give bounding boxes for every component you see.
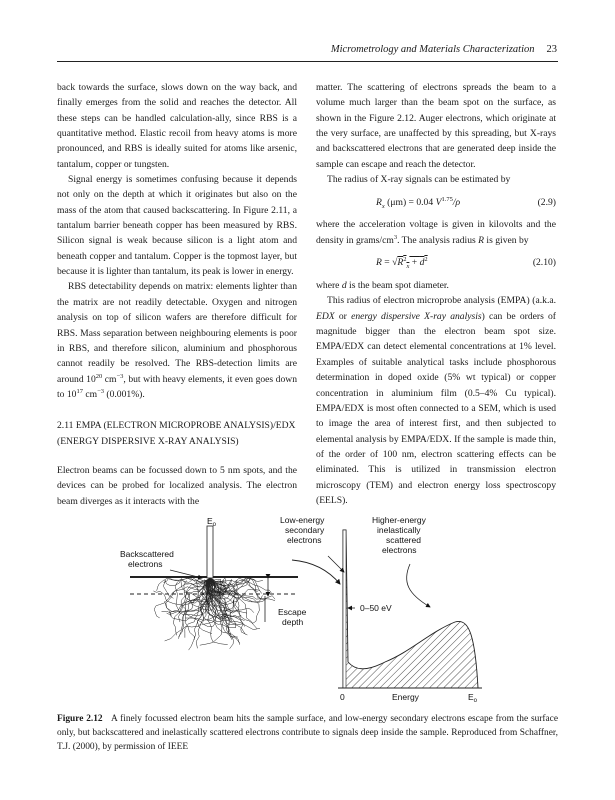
equation-number-2-9: (2.9) (537, 196, 556, 208)
left-p3-unit2: cm (82, 388, 98, 400)
x-axis-zero: 0 (340, 692, 345, 702)
low-energy-label-3: electrons (287, 535, 322, 545)
eq1-v: V (435, 196, 442, 208)
left-paragraph-3 (57, 279, 297, 402)
eq2-r: R (376, 257, 382, 269)
right-column (316, 80, 556, 508)
backscattered-label-1: Backscattered (120, 549, 174, 559)
eq2-rx-sup: 2 (403, 256, 407, 264)
left-p3-exp1: 20 (95, 372, 103, 380)
eq1-mid: (μm) = 0.04 (384, 196, 436, 208)
higher-energy-arrow (407, 564, 430, 607)
eq2-d-sup: 2 (424, 256, 428, 264)
running-header (57, 44, 557, 60)
sample-schematic (130, 526, 298, 650)
rp3-c: . The analysis radius (397, 234, 479, 246)
eq1-sub: x (381, 202, 385, 210)
equation-2-9 (316, 187, 556, 217)
left-p3-unitexp1: −3 (116, 372, 124, 380)
left-p3-ten: 10 (86, 373, 96, 385)
running-title: Micrometrology and Materials Characterization (330, 44, 535, 55)
x-axis-label: Energy (392, 692, 419, 702)
rp3-b: 3 (393, 233, 398, 241)
range-label: 0–50 eV (360, 603, 392, 613)
beam-energy-label: $E_o$ (207, 516, 217, 528)
rp5-b: EDX (316, 310, 335, 322)
x-axis-end: $E_o$ (468, 692, 478, 704)
escape-label-2: depth (282, 617, 304, 627)
left-p3-exp2: 17 (76, 387, 83, 395)
eq2-plus: + (409, 257, 420, 269)
left-p3-unitexp2: −3 (97, 387, 105, 395)
left-p3-mid: , but with heavy elements, it even goes down to 10 (57, 373, 297, 400)
eq2-rx: R (397, 257, 404, 269)
eq2-d: d (419, 257, 425, 269)
equation-number-2-10: (2.10) (532, 257, 556, 269)
left-paragraph-4: Electron beams can be focussed down to 5 nm spots, and the devices can be probed for localized analysis. The electron beam diverges as it interacts with the (57, 464, 297, 507)
rp5-d: energy dispersive X-ray analysis (351, 310, 482, 322)
page-number: 23 (546, 44, 557, 55)
equation-2-10 (316, 248, 556, 278)
sample-surface (130, 576, 298, 578)
right-paragraph-2: The radius of X-ray signals can be estimated by (327, 174, 511, 186)
escape-label-1: Escape (278, 607, 307, 617)
right-paragraph-1: matter. The scattering of electrons spreads the beam to a volume much larger than the beam spot on the surface, as shown in the Figure 2.12. Auger electrons, which originate at the very surface, are unaffected by this spreading, but X-rays and backscattered electrons that are generated deep inside the sample can escape and reach the detector. (316, 82, 556, 170)
low-energy-label-1: Low-energy (280, 515, 325, 525)
left-p3-end: (0.001%). (104, 388, 145, 400)
left-p3-text: RBS detectability depends on matrix: elements lighter than the matrix are not readily detectable. Oxygen and nitrogen analysis on top of silicon wafers are therefore difficult for RBS. Mass separation between neighbouring elements is poor in RBS, and therefore silicon, aluminium and phosphorous cannot readily be resolved. The RBS-detection limits are around (57, 281, 297, 385)
rp4-c: is the beam spot diameter. (346, 280, 449, 292)
caption-label: Figure 2.12 (57, 714, 103, 724)
eq1-r: R (376, 196, 382, 208)
left-paragraph-1: back towards the surface, slows down on the way back, and finally emerges from the solid and reaches the detector. All these steps can be handled calculation-ally, since RBS is a quantitative method. Elastic recoil from heavy atoms is more pronounced, and RBS is ideally suited for atoms like arsenic, tantalum, copper or tungsten. (57, 82, 297, 170)
interaction-volume (153, 578, 275, 650)
eq2-eq: = √ (381, 257, 398, 269)
rp3-a: where the acceleration voltage is given in kilovolts and the density in grams/cm (316, 219, 556, 246)
rp4-a: where (316, 280, 342, 292)
higher-energy-label-1: Higher-energy (372, 515, 426, 525)
higher-energy-label-4: electrons (382, 545, 417, 555)
secondary-peak (343, 530, 346, 688)
low-energy-arrow (328, 556, 344, 572)
eq1-rho: /ρ (452, 196, 461, 208)
rp5-c: or (334, 310, 352, 322)
figure-caption (57, 712, 558, 755)
eq2-rx-sub: x (406, 263, 410, 271)
rp3-e: is given by (484, 234, 529, 246)
rp5-e: ) can be orders of magnitude bigger than the electron beam spot size. EMPA/EDX can detect elemental concentrations at 1% level. Examples of suitable analytical tasks include phosphorous determination in doped oxide (5% wt typical) or copper concentration in aluminium film (0.5–4% Cu typical). EMPA/EDX is most often connected to a SEM, which is used to image the area of interest first, and then subjected to elemental analysis by EMPA/EDX. If the sample is made thin, of the order of 100 nm, electron scattering effects can be eliminated. This is utilized in transmission electron microscopy (TEM) and electron energy loss spectroscopy (EELS). (316, 310, 557, 506)
left-p3-unit1: cm (102, 373, 117, 385)
right-paragraph-5 (316, 293, 556, 508)
caption-text: A finely focussed electron beam hits the sample surface, and low-energy secondary electrons escape from the surface only, but backscattered and inelastically scattered electrons contribute to signals deep inside the sample. Reproduced from Schaffner, T.J. (2000), by permission of IEEE (57, 714, 559, 753)
rp4-b: d (341, 280, 347, 292)
higher-energy-label-2: inelastically (377, 525, 421, 535)
figure-2-12 (110, 512, 530, 712)
section-heading: 2.11 EMPA (ELECTRON MICROPROBE ANALYSIS)/EDX (ENERGY DISPERSIVE X-RAY ANALYSIS) (57, 420, 296, 447)
low-energy-label-2: secondary (285, 525, 325, 535)
right-paragraph-4 (316, 278, 556, 293)
right-paragraph-3 (316, 217, 556, 248)
eq1-exp: 1.75 (441, 195, 453, 203)
header-rule (57, 61, 558, 62)
link-arrow (292, 560, 340, 584)
backscattered-label-2: electrons (128, 559, 163, 569)
electron-beam (207, 526, 213, 578)
rp3-d: R (478, 234, 485, 246)
rp5-a: This radius of electron microprobe analysis (EMPA) (a.k.a. (327, 295, 556, 307)
left-paragraph-2: Signal energy is sometimes confusing because it depends not only on the depth at which it originates but also on the mass of the atom that caused backscattering. In Figure 2.11, a tantalum barrier beneath copper has been measured by RBS. Silicon signal is weak because silicon is a light atom and beneath copper and tantalum. Copper is the topmost layer, but because it is lighter than tantalum, its peak is lower in energy. (57, 174, 297, 278)
higher-energy-label-3: scattered (386, 535, 421, 545)
left-column (57, 80, 297, 509)
